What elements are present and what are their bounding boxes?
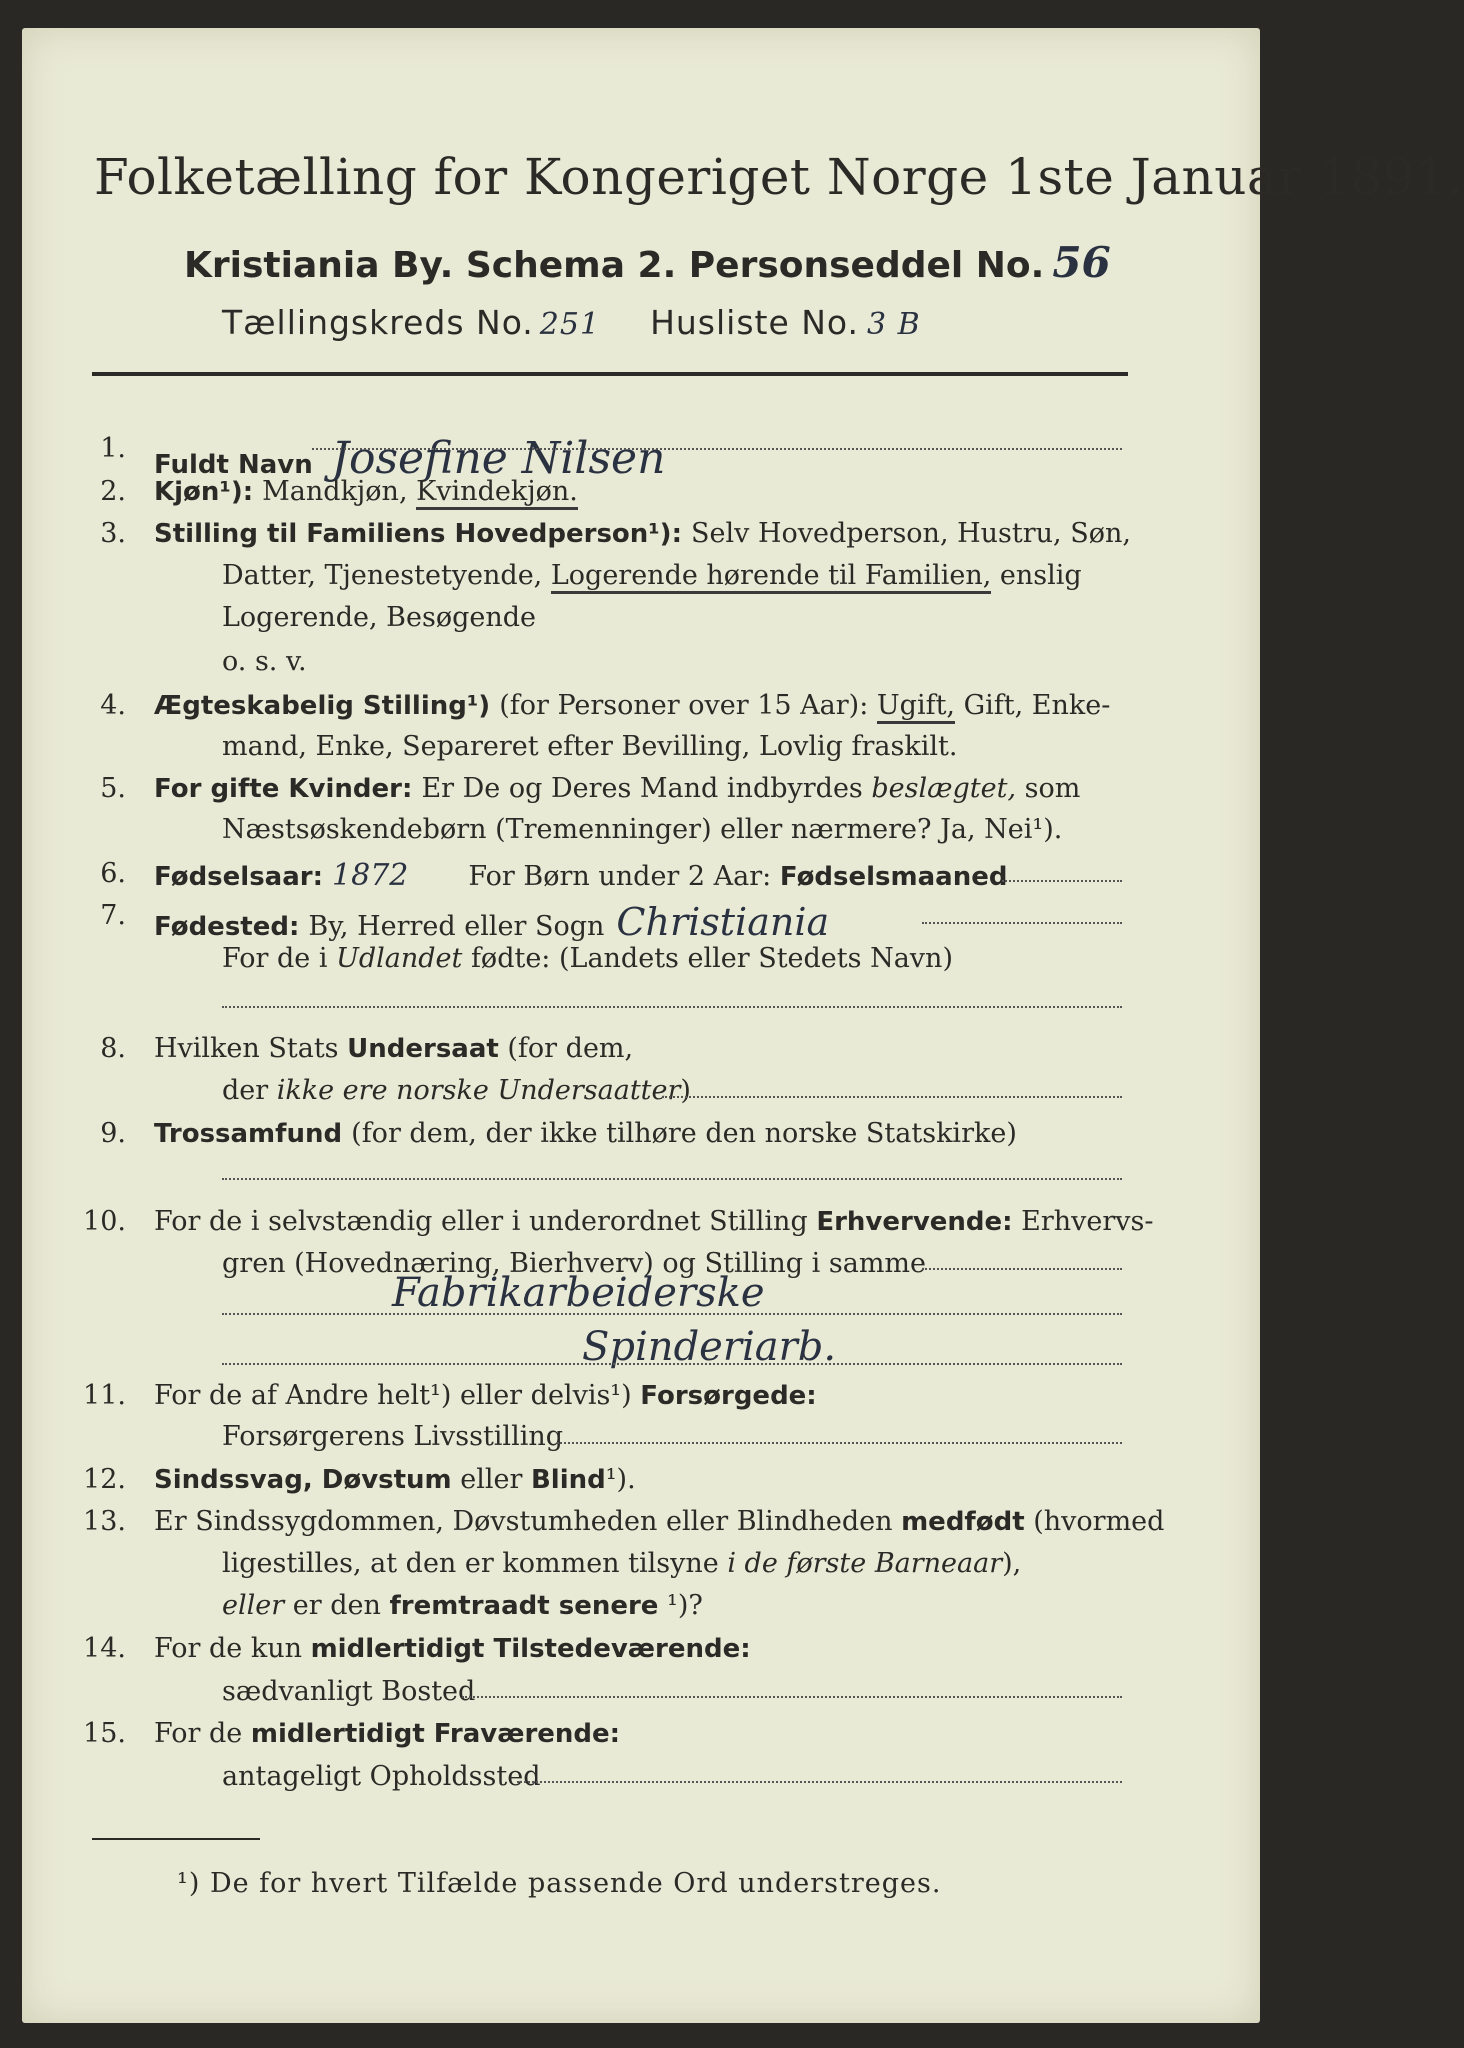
dotted-line bbox=[922, 922, 1122, 924]
item-citizenship-line2: der ikke ere norske Undersaatter) bbox=[222, 1075, 691, 1106]
item-occupation: For de i selvstændig eller i underordnet Stilling Erhvervende: Erhvervs- bbox=[154, 1206, 1154, 1237]
item-birth-year: Fødselsaar: 1872 For Børn under 2 Aar: Fødselsmaaned bbox=[154, 858, 1008, 893]
item-temporary-present-line2: sædvanligt Bosted bbox=[222, 1676, 476, 1707]
dotted-line bbox=[662, 1096, 1122, 1098]
item-marital-status: Ægteskabelig Stilling¹) (for Personer over 15 Aar): Ugift, Gift, Enke- bbox=[154, 690, 1110, 721]
item-marital-status-line2: mand, Enke, Separeret efter Bevilling, Lovlig fraskilt. bbox=[222, 731, 958, 762]
district-number: 251 bbox=[539, 307, 601, 342]
district-line bbox=[222, 303, 921, 342]
marital-status-selected: Ugift, bbox=[877, 690, 955, 724]
item-congenital-line3: eller er den fremtraadt senere ¹)? bbox=[222, 1590, 703, 1621]
footnote-divider bbox=[92, 1838, 260, 1840]
item-birthplace-line2: For de i Udlandet fødte: (Landets eller Stedets Navn) bbox=[222, 943, 953, 974]
district-label: Tællingskreds No. bbox=[222, 303, 534, 342]
husliste-label: Husliste No. bbox=[650, 303, 860, 342]
dotted-line bbox=[222, 1313, 1122, 1315]
sex-selected: Kvindekjøn. bbox=[416, 476, 578, 510]
dotted-line bbox=[222, 1006, 1122, 1008]
personseddel-number: 56 bbox=[1052, 238, 1111, 287]
item-number: 3. bbox=[100, 518, 126, 549]
birthplace-value: Christiania bbox=[616, 900, 830, 944]
family-position-selected: Logerende hørende til Familien, bbox=[551, 560, 992, 594]
item-number: 15. bbox=[83, 1718, 126, 1749]
item-birthplace: Fødested: By, Herred eller Sogn Christiania bbox=[154, 900, 830, 944]
census-form-sheet bbox=[22, 28, 1464, 2023]
item-married-women-line2: Næstsøskendebørn (Tremenninger) eller nærmere? Ja, Nei¹). bbox=[222, 814, 1063, 845]
item-dependents: For de af Andre helt¹) eller delvis¹) Forsørgede: bbox=[154, 1380, 817, 1411]
item-family-position-line4: o. s. v. bbox=[222, 646, 307, 677]
occupation-value-2: Spinderiarb. bbox=[582, 1324, 837, 1370]
item-family-position-line3: Logerende, Besøgende bbox=[222, 602, 536, 633]
item-religion: Trossamfund (for dem, der ikke tilhøre den norske Statskirke) bbox=[154, 1118, 1017, 1149]
dotted-line bbox=[312, 448, 1122, 450]
item-number: 9. bbox=[100, 1118, 126, 1149]
item-number: 2. bbox=[100, 476, 126, 507]
item-number: 4. bbox=[100, 690, 126, 721]
item-number: 1. bbox=[100, 433, 126, 464]
item-family-position: Stilling til Familiens Hovedperson¹): Selv Hovedperson, Hustru, Søn, bbox=[154, 518, 1131, 549]
husliste-number: 3 B bbox=[867, 307, 921, 342]
item-number: 12. bbox=[83, 1464, 126, 1495]
dotted-line bbox=[922, 1268, 1122, 1270]
item-congenital: Er Sindssygdommen, Døvstumheden eller Blindheden medfødt (hvormed bbox=[154, 1506, 1165, 1537]
item-family-position-line2: Datter, Tjenestetyende, Logerende hørende til Familien, enslig bbox=[222, 560, 1082, 591]
footnote: ¹) De for hvert Tilfælde passende Ord understreges. bbox=[177, 1868, 942, 1899]
item-temporary-present: For de kun midlertidigt Tilstedeværende: bbox=[154, 1633, 751, 1664]
header-divider bbox=[92, 372, 1128, 376]
birth-year-value: 1872 bbox=[332, 858, 409, 893]
item-number: 11. bbox=[83, 1380, 126, 1411]
item-number: 7. bbox=[100, 900, 126, 931]
item-number: 8. bbox=[100, 1033, 126, 1064]
item-dependents-line2: Forsørgerens Livsstilling bbox=[222, 1421, 564, 1452]
item-number: 14. bbox=[83, 1633, 126, 1664]
item-number: 13. bbox=[83, 1506, 126, 1537]
form-title: Folketælling for Kongeriget Norge 1ste Januar 1891. bbox=[94, 148, 1464, 206]
item-disability: Sindssvag, Døvstum eller Blind¹). bbox=[154, 1464, 636, 1495]
dotted-line bbox=[222, 1178, 1122, 1180]
dotted-line bbox=[557, 1442, 1122, 1444]
item-sex: Kjøn¹): Mandkjøn, Kvindekjøn. bbox=[154, 476, 578, 507]
dotted-line bbox=[517, 1781, 1122, 1783]
form-subtitle bbox=[184, 238, 1111, 287]
item-number: 6. bbox=[100, 858, 126, 889]
item-temporary-absent-line2: antageligt Opholdssted bbox=[222, 1761, 541, 1792]
item-full-name: Fuldt Navn Josefine Nilsen bbox=[154, 433, 666, 484]
item-congenital-line2: ligestilles, at den er kommen tilsyne i de første Barneaar), bbox=[222, 1548, 1022, 1579]
dotted-line bbox=[1002, 880, 1122, 882]
item-citizenship: Hvilken Stats Undersaat (for dem, bbox=[154, 1033, 634, 1064]
item-occupation-line2: gren (Hovednæring, Bierhverv) og Stilling i samme bbox=[222, 1248, 927, 1279]
item-married-women: For gifte Kvinder: Er De og Deres Mand indbyrdes beslægtet, som bbox=[154, 773, 1081, 804]
dotted-line bbox=[222, 1363, 1122, 1365]
item-temporary-absent: For de midlertidigt Fraværende: bbox=[154, 1718, 621, 1749]
full-name-value: Josefine Nilsen bbox=[331, 433, 666, 484]
dotted-line bbox=[462, 1696, 1122, 1698]
subtitle-text: Kristiania By. Schema 2. Personseddel No. bbox=[184, 245, 1045, 286]
occupation-value-1: Fabrikarbeiderske bbox=[392, 1270, 765, 1316]
item-number: 5. bbox=[100, 773, 126, 804]
item-number: 10. bbox=[83, 1206, 126, 1237]
